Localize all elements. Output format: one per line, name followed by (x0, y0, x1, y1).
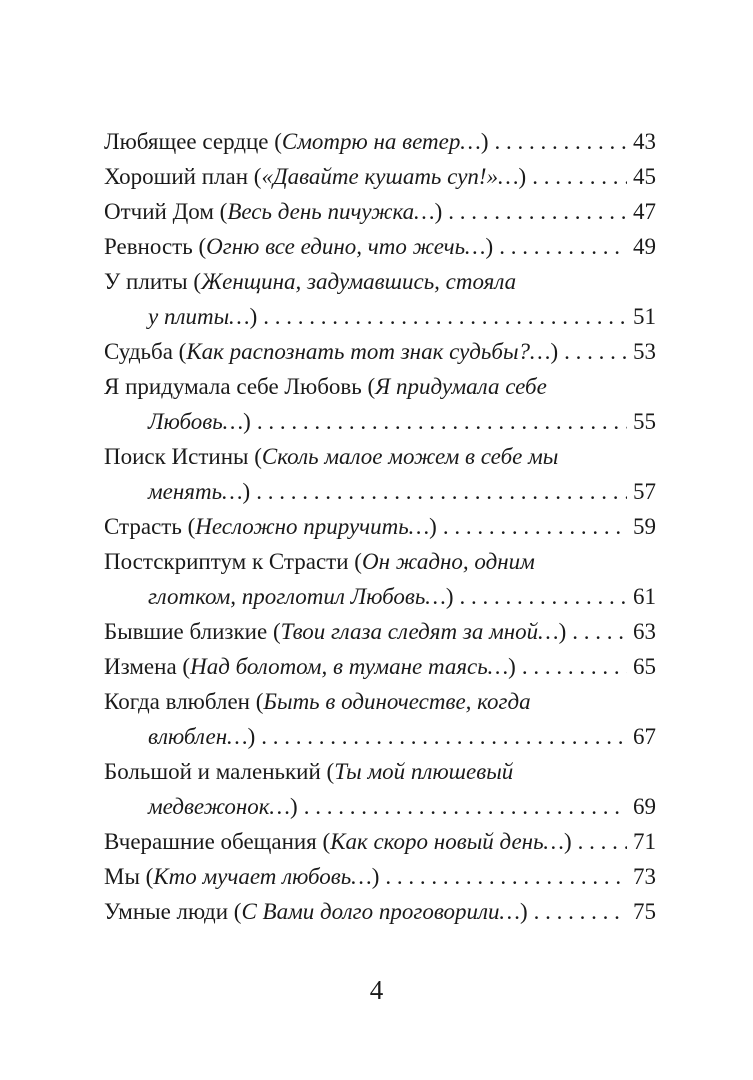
toc-entry: Отчий Дом ( Весь день пичужка… ) . . . 47 (104, 194, 656, 229)
entry-first-line: Быть в одиночестве, когда (263, 689, 531, 714)
entry-first-line-continued: менять… (148, 479, 243, 504)
leader-dots (495, 124, 628, 159)
page-number: 57 (633, 479, 656, 504)
toc-entry: Хороший план ( «Давайте кушать суп!»… ) . . . 45 (104, 159, 656, 194)
toc-entry: Любящее сердце ( Смотрю на ветер… ) . . . 43 (104, 124, 656, 159)
toc-entry: Страсть ( Несложно приручить… ) . . . 59 (104, 509, 656, 544)
toc-entry: Вчерашние обещания ( Как скоро новый день… ) . . . 71 (104, 824, 656, 859)
toc-entry: Измена ( Над болотом, в тумане таясь… ) . . . 65 (104, 649, 656, 684)
entry-first-line: «Давайте кушать суп!»… (261, 164, 519, 189)
entry-first-line: Несложно приручить… (195, 514, 430, 539)
toc-entry: Мы ( Кто мучает любовь… ) . . . 73 (104, 859, 656, 894)
entry-title: У плиты (104, 269, 188, 294)
entry-first-line: С Вами долго проговорили… (241, 899, 520, 924)
leader-dots (256, 474, 627, 509)
toc-entry: Поиск Истины ( Сколь малое можем в себе мы менять… ) . . . 57 (104, 439, 656, 509)
entry-title: Умные люди (104, 899, 229, 924)
entry-title: Судьба (104, 339, 173, 364)
entry-first-line: Смотрю на ветер… (281, 129, 481, 154)
entry-title: Страсть (104, 514, 182, 539)
entry-first-line: Кто мучает любовь… (153, 864, 372, 889)
toc-entry: Судьба ( Как распознать тот знак судьбы?… ) . . . 53 (104, 334, 656, 369)
page-number: 67 (633, 724, 656, 749)
leader-dots (459, 579, 627, 614)
entry-title: Поиск Истины (104, 444, 249, 469)
toc-entry: Постскриптум к Страсти ( Он жадно, одним глотком, проглотил Любовь… ) . . . 61 (104, 544, 656, 614)
page-number: 69 (633, 794, 656, 819)
leader-dots (578, 824, 627, 859)
entry-first-line: Твои глаза следят за мной… (280, 619, 559, 644)
entry-title: Вчерашние обещания (104, 829, 317, 854)
entry-first-line: Я придумала себе (375, 374, 547, 399)
entry-first-line: Сколь малое можем в себе мы (261, 444, 559, 469)
table-of-contents (104, 124, 656, 929)
page-number: 71 (633, 829, 656, 854)
page-number: 49 (633, 234, 656, 259)
page-number: 63 (633, 619, 656, 644)
leader-dots (522, 649, 627, 684)
entry-first-line-continued: Любовь… (148, 409, 244, 434)
leader-dots (564, 334, 627, 369)
entry-first-line: Огню все едино, что жечь… (206, 234, 486, 259)
entry-title: Любящее сердце (104, 129, 269, 154)
toc-entry: У плиты ( Женщина, задумавшись, стояла у плиты… ) . . . 51 (104, 264, 656, 334)
leader-dots (534, 894, 627, 929)
page-number: 65 (633, 654, 656, 679)
entry-title: Мы (104, 864, 140, 889)
entry-title: Большой и маленький (104, 759, 321, 784)
leader-dots (304, 789, 627, 824)
entry-title: Постскриптум к Страсти (104, 549, 349, 574)
toc-entry: Большой и маленький ( Ты мой плюшевый медвежонок… ) . . . 69 (104, 754, 656, 824)
entry-first-line: Женщина, задумавшись, стояла (201, 269, 517, 294)
entry-title: Бывшие близкие (104, 619, 268, 644)
toc-entry: Умные люди ( С Вами долго проговорили… ) . . . 75 (104, 894, 656, 929)
page-number: 51 (633, 304, 656, 329)
page-number: 47 (633, 199, 656, 224)
entry-first-line-continued: глотком, проглотил Любовь… (148, 584, 446, 609)
leader-dots (448, 194, 627, 229)
entry-title: Я придумала себе Любовь (104, 374, 362, 399)
toc-entry: Ревность ( Огню все едино, что жечь… ) . . . 49 (104, 229, 656, 264)
leader-dots (263, 299, 627, 334)
leader-dots (443, 509, 627, 544)
entry-first-line: Весь день пичужка… (227, 199, 435, 224)
page-number: 55 (633, 409, 656, 434)
entry-title: Отчий Дом (104, 199, 214, 224)
entry-first-line: Он жадно, одним (361, 549, 535, 574)
entry-first-line: Как распознать тот знак судьбы?… (186, 339, 551, 364)
entry-title: Хороший план (104, 164, 249, 189)
page-number: 45 (633, 164, 656, 189)
page-number: 61 (633, 584, 656, 609)
entry-first-line: Ты мой плюшевый (334, 759, 514, 784)
leader-dots (385, 859, 627, 894)
entry-first-line-continued: медвежонок… (148, 794, 291, 819)
entry-first-line: Над болотом, в тумане таясь… (190, 654, 509, 679)
entry-title: Ревность (104, 234, 193, 259)
toc-entry: Когда влюблен ( Быть в одиночестве, когда влюблен… ) . . . 67 (104, 684, 656, 754)
page-number: 59 (633, 514, 656, 539)
toc-entry: Я придумала себе Любовь ( Я придумала себе Любовь… ) . . . 55 (104, 369, 656, 439)
page-number: 73 (633, 864, 656, 889)
leader-dots (499, 229, 627, 264)
page-folio: 4 (369, 975, 384, 1005)
entry-first-line-continued: у плиты… (148, 304, 250, 329)
page-number: 53 (633, 339, 656, 364)
page-number: 75 (633, 899, 656, 924)
page-number: 43 (633, 129, 656, 154)
entry-title: Измена (104, 654, 177, 679)
leader-dots (572, 614, 627, 649)
entry-first-line-continued: влюблен… (148, 724, 248, 749)
leader-dots (532, 159, 627, 194)
leader-dots (261, 719, 627, 754)
toc-entry: Бывшие близкие ( Твои глаза следят за мной… ) . . . 63 (104, 614, 656, 649)
entry-first-line: Как скоро новый день… (330, 829, 564, 854)
entry-title: Когда влюблен (104, 689, 250, 714)
leader-dots (257, 404, 627, 439)
